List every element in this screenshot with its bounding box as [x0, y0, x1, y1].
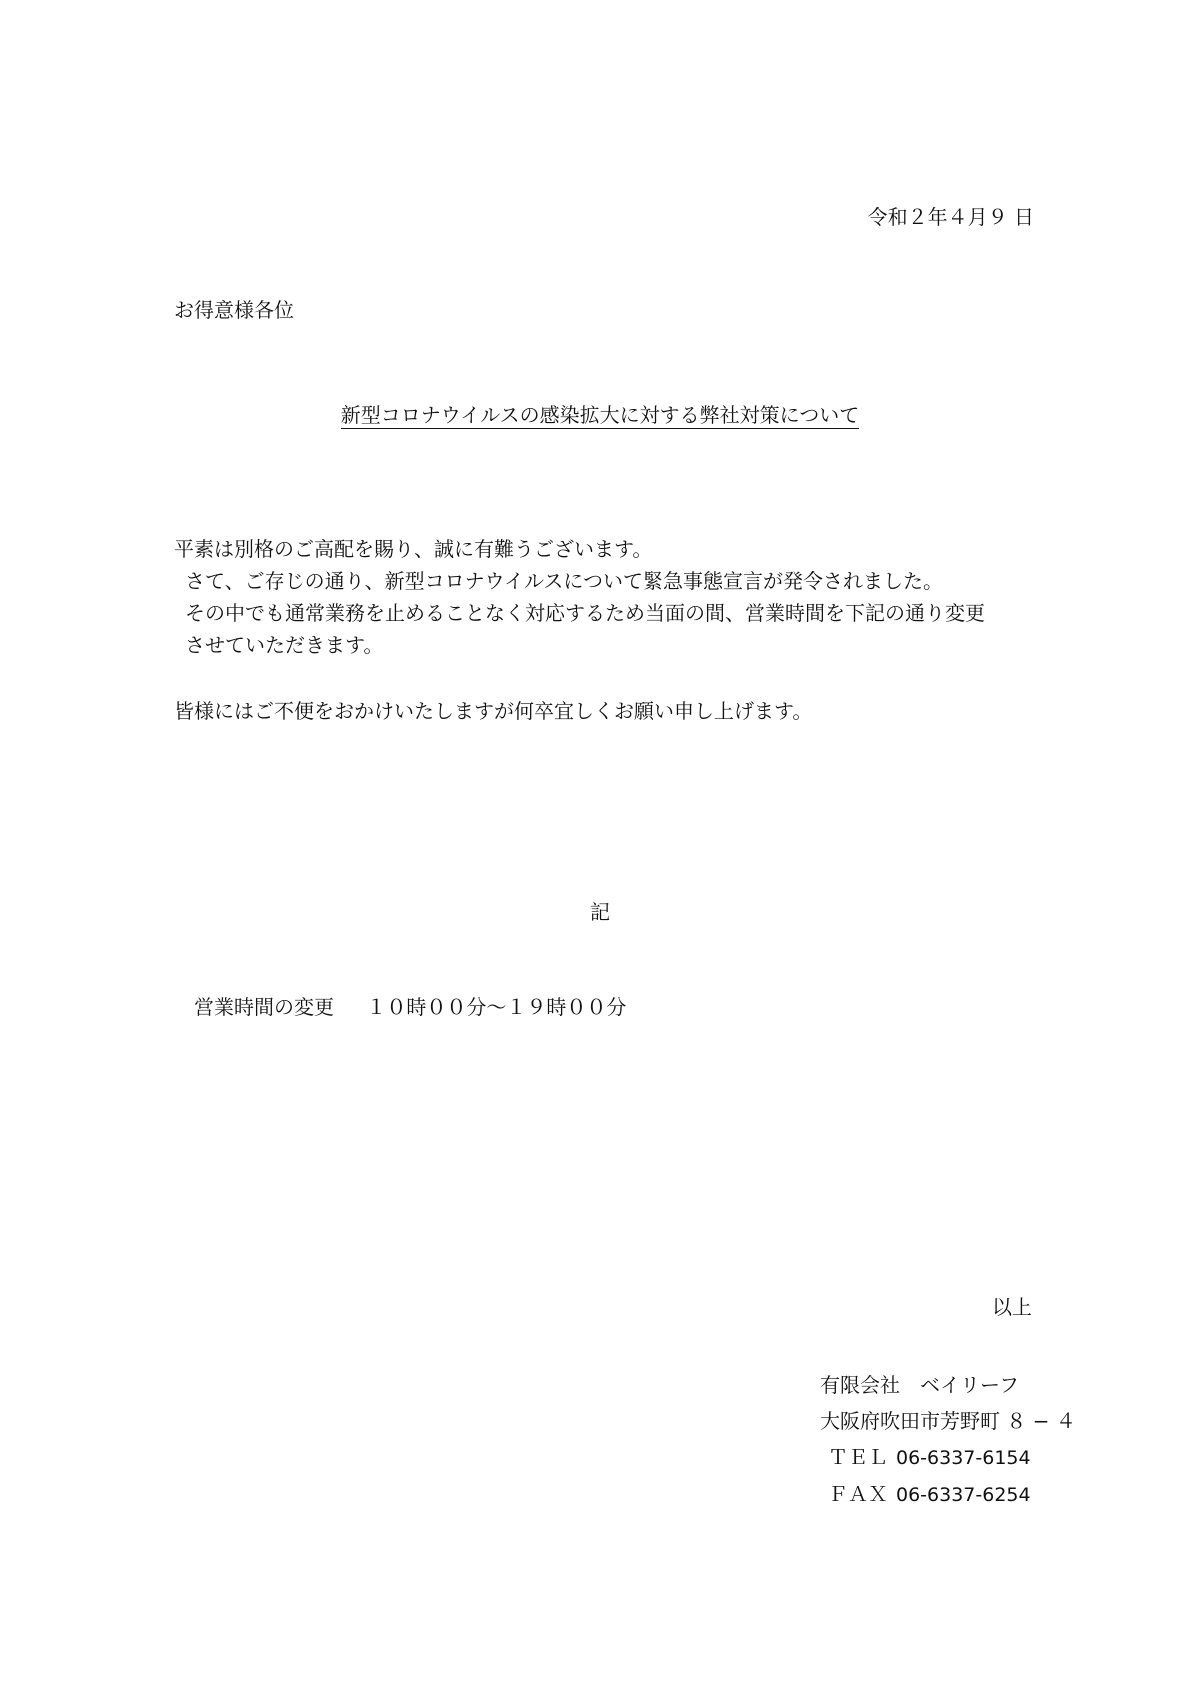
ki-heading: 記: [590, 900, 610, 924]
company-tel: [820, 1439, 1076, 1476]
letter-date: 令和２年４月９ 日: [867, 205, 1034, 229]
letter-body: [174, 533, 1054, 727]
fax-label: ＦＡＸ: [828, 1482, 888, 1506]
company-block: [820, 1367, 1076, 1513]
letter-title-text: 新型コロナウイルスの感染拡大に対する弊社対策について: [340, 403, 860, 427]
company-fax: [820, 1476, 1076, 1513]
business-hours-value: １０時００分～１９時００分: [366, 995, 627, 1019]
business-hours: [194, 997, 626, 1017]
body-line-greeting: 平素は別格のご高配を賜り、誠に有難うございます。: [174, 537, 653, 561]
recipient: お得意様各位: [174, 298, 294, 322]
business-hours-label: 営業時間の変更: [194, 995, 334, 1019]
company-address: 大阪府吹田市芳野町 ８ − ４: [820, 1409, 1076, 1433]
body-line-apology: 皆様にはご不便をおかけいたしますが何卒宜しくお願い申し上げます。: [174, 699, 813, 723]
closing-ijo: 以上: [992, 1295, 1032, 1319]
fax-number: 06-6337-6254: [896, 1484, 1031, 1506]
company-name: 有限会社 ベイリーフ: [820, 1373, 1019, 1397]
body-line-change-cont: させていただきます。: [185, 633, 384, 657]
letter-title: [0, 405, 1200, 429]
body-line-change: その中でも通常業務を止めることなく対応するため当面の間、営業時間を下記の通り変更: [185, 601, 985, 625]
body-line-announcement: さて、ご存じの通り、新型コロナウイルスについて緊急事態宣言が発令されました。: [185, 569, 943, 593]
tel-label: ＴＥＬ: [828, 1445, 888, 1469]
tel-number: 06-6337-6154: [896, 1447, 1031, 1469]
